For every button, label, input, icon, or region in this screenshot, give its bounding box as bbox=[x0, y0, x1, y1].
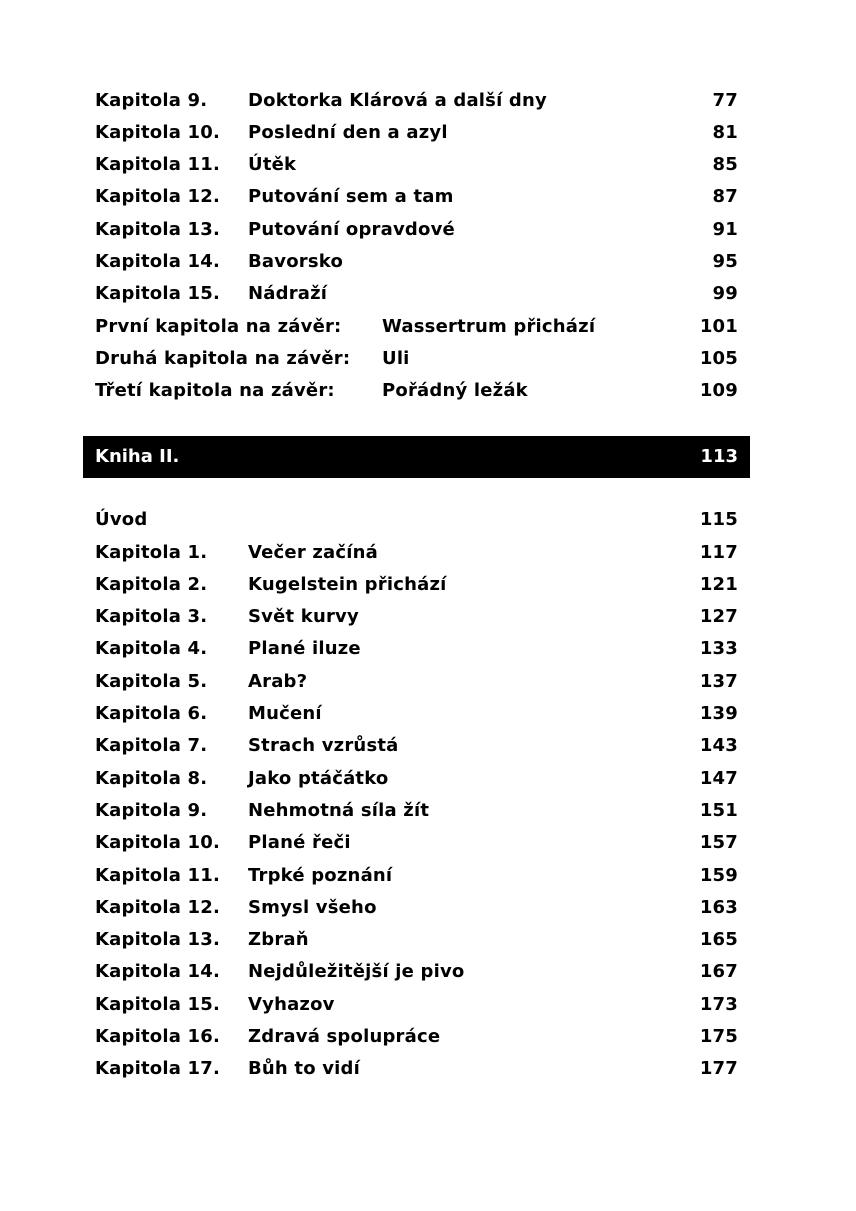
entry-label: Třetí kapitola na závěr: bbox=[95, 380, 335, 401]
entry-page: 133 bbox=[699, 638, 738, 659]
entry-page: 143 bbox=[699, 735, 738, 756]
toc-entry bbox=[95, 892, 738, 924]
toc-entry bbox=[95, 698, 738, 730]
entry-page: 167 bbox=[699, 961, 738, 982]
entry-title: Vyhazov bbox=[248, 994, 335, 1015]
toc-entry bbox=[95, 85, 738, 117]
entry-label: Kapitola 3. bbox=[95, 606, 208, 627]
toc-entry bbox=[95, 311, 738, 343]
entry-page: 85 bbox=[712, 154, 738, 175]
toc-entry bbox=[95, 730, 738, 762]
toc-entry bbox=[95, 343, 738, 375]
toc-entry bbox=[95, 117, 738, 149]
entry-label: Kapitola 12. bbox=[95, 897, 220, 918]
entry-title: Útěk bbox=[248, 154, 297, 175]
entry-title: Nejdůležitější je pivo bbox=[248, 961, 465, 982]
entry-label: Kapitola 1. bbox=[95, 542, 208, 563]
toc-entry bbox=[95, 149, 738, 181]
entry-page: 121 bbox=[699, 574, 738, 595]
entry-title: Pořádný ležák bbox=[382, 380, 528, 401]
entry-page: 175 bbox=[699, 1026, 738, 1047]
entry-page: 101 bbox=[699, 316, 738, 337]
toc-entry bbox=[95, 214, 738, 246]
entry-page: 81 bbox=[712, 122, 738, 143]
toc-entry-intro bbox=[95, 504, 738, 536]
toc-entry bbox=[95, 795, 738, 827]
entry-label: Kapitola 10. bbox=[95, 832, 220, 853]
entry-page: 127 bbox=[699, 606, 738, 627]
entry-label: Kapitola 13. bbox=[95, 219, 220, 240]
entry-title: Zbraň bbox=[248, 929, 309, 950]
entry-label: Kapitola 16. bbox=[95, 1026, 220, 1047]
entry-page: 165 bbox=[699, 929, 738, 950]
entry-page: 173 bbox=[699, 994, 738, 1015]
entry-title: Poslední den a azyl bbox=[248, 122, 448, 143]
entry-title: Wassertrum přichází bbox=[382, 316, 596, 337]
entry-title: Mučení bbox=[248, 703, 322, 724]
entry-title: Plané iluze bbox=[248, 638, 361, 659]
entry-label: Kapitola 13. bbox=[95, 929, 220, 950]
entry-label: Kapitola 11. bbox=[95, 154, 220, 175]
toc-entry bbox=[95, 956, 738, 988]
entry-label: Kapitola 9. bbox=[95, 90, 208, 111]
entry-label: Kapitola 10. bbox=[95, 122, 220, 143]
entry-page: 105 bbox=[699, 348, 738, 369]
entry-page: 157 bbox=[699, 832, 738, 853]
entry-page: 117 bbox=[699, 542, 738, 563]
entry-label: Kapitola 12. bbox=[95, 186, 220, 207]
entry-label: Kapitola 9. bbox=[95, 800, 208, 821]
entry-page: 147 bbox=[699, 768, 738, 789]
toc-entry bbox=[95, 537, 738, 569]
toc-entry bbox=[95, 246, 738, 278]
toc-entry bbox=[95, 601, 738, 633]
entry-title: Strach vzrůstá bbox=[248, 735, 399, 756]
entry-title: Bavorsko bbox=[248, 251, 344, 272]
entry-label: Kapitola 15. bbox=[95, 994, 220, 1015]
entry-label: Kapitola 15. bbox=[95, 283, 220, 304]
entry-label: Kapitola 4. bbox=[95, 638, 208, 659]
toc-entry bbox=[95, 375, 738, 407]
entry-title: Arab? bbox=[248, 671, 308, 692]
entry-title: Putování sem a tam bbox=[248, 186, 454, 207]
book-label: Kniha II. bbox=[95, 446, 180, 467]
toc-entry bbox=[95, 666, 738, 698]
entry-page: 139 bbox=[699, 703, 738, 724]
book-page: 113 bbox=[700, 446, 738, 467]
entry-title: Uli bbox=[382, 348, 410, 369]
entry-page: 77 bbox=[712, 90, 738, 111]
entry-title: Jako ptáčátko bbox=[248, 768, 389, 789]
toc-entry bbox=[95, 181, 738, 213]
entry-page: 109 bbox=[699, 380, 738, 401]
entry-page: 137 bbox=[699, 671, 738, 692]
entry-page: 87 bbox=[712, 186, 738, 207]
entry-title: Plané řeči bbox=[248, 832, 351, 853]
entry-page: 151 bbox=[699, 800, 738, 821]
entry-label: Kapitola 14. bbox=[95, 961, 220, 982]
entry-page: 99 bbox=[712, 283, 738, 304]
entry-page: 163 bbox=[699, 897, 738, 918]
entry-page: 91 bbox=[712, 219, 738, 240]
entry-label: Kapitola 8. bbox=[95, 768, 208, 789]
entry-label: Kapitola 17. bbox=[95, 1058, 220, 1079]
entry-label: Kapitola 5. bbox=[95, 671, 208, 692]
entry-label: Kapitola 2. bbox=[95, 574, 208, 595]
entry-title: Smysl všeho bbox=[248, 897, 377, 918]
entry-page: 177 bbox=[699, 1058, 738, 1079]
toc-entry bbox=[95, 569, 738, 601]
entry-title: Trpké poznání bbox=[248, 865, 393, 886]
entry-title: Bůh to vidí bbox=[248, 1058, 361, 1079]
toc-entry bbox=[95, 860, 738, 892]
toc-entry bbox=[95, 763, 738, 795]
toc-entry bbox=[95, 278, 738, 310]
entry-title: Doktorka Klárová a další dny bbox=[248, 90, 547, 111]
entry-page: 159 bbox=[699, 865, 738, 886]
entry-title: Večer začíná bbox=[248, 542, 378, 563]
entry-label: Úvod bbox=[95, 509, 148, 530]
entry-title: Svět kurvy bbox=[248, 606, 359, 627]
entry-label: Druhá kapitola na závěr: bbox=[95, 348, 351, 369]
toc-entry bbox=[95, 924, 738, 956]
toc-entry bbox=[95, 989, 738, 1021]
book-heading-bar bbox=[83, 436, 750, 478]
toc-entry bbox=[95, 633, 738, 665]
toc-entry bbox=[95, 1021, 738, 1053]
entry-title: Nehmotná síla žít bbox=[248, 800, 430, 821]
entry-label: Kapitola 7. bbox=[95, 735, 208, 756]
entry-title: Kugelstein přichází bbox=[248, 574, 447, 595]
entry-title: Nádraží bbox=[248, 283, 328, 304]
toc-entry bbox=[95, 1053, 738, 1085]
entry-label: Kapitola 14. bbox=[95, 251, 220, 272]
entry-page: 115 bbox=[699, 509, 738, 530]
entry-page: 95 bbox=[712, 251, 738, 272]
entry-label: Kapitola 11. bbox=[95, 865, 220, 886]
entry-label: Kapitola 6. bbox=[95, 703, 208, 724]
entry-title: Zdravá spolupráce bbox=[248, 1026, 441, 1047]
toc-entry bbox=[95, 827, 738, 859]
entry-label: První kapitola na závěr: bbox=[95, 316, 342, 337]
entry-title: Putování opravdové bbox=[248, 219, 455, 240]
